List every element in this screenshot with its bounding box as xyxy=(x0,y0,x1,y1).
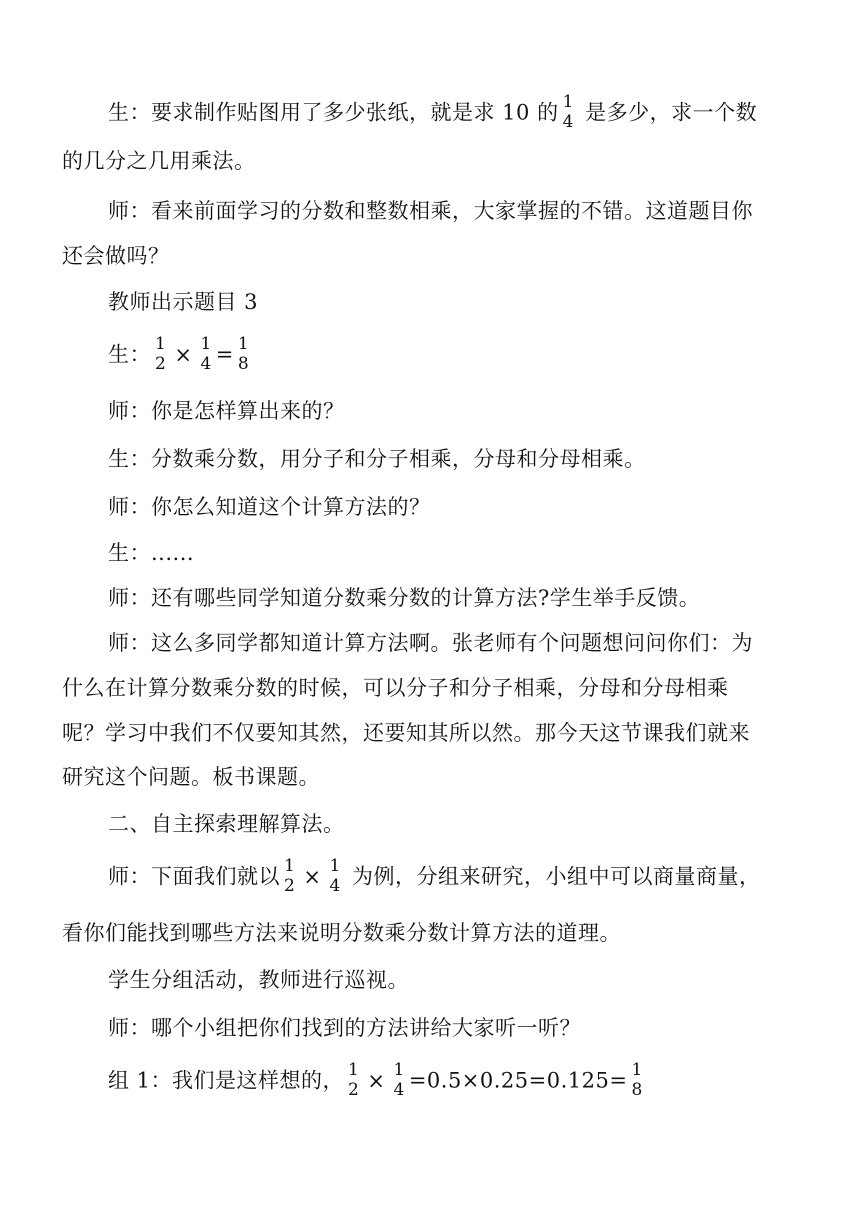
text: 组 1：我们是这样想的， xyxy=(108,1068,345,1093)
denominator: 4 xyxy=(329,876,341,896)
paragraph-13: 学生分组活动，教师进行巡视。 xyxy=(108,968,409,992)
fraction-1-4 xyxy=(198,334,213,374)
numerator: 1 xyxy=(329,856,341,876)
text: 为例，分组来研究，小组中可以商量商量， xyxy=(344,864,761,889)
denominator: 4 xyxy=(200,354,212,374)
speaker-label: 生： xyxy=(108,342,151,367)
denominator: 2 xyxy=(348,1080,360,1100)
fraction-1-8 xyxy=(236,334,251,374)
paragraph-4-equation xyxy=(108,336,848,376)
fraction-1-2 xyxy=(153,334,168,374)
denominator: 2 xyxy=(284,876,296,896)
equals-sign: = xyxy=(215,342,234,367)
fraction-1-8 xyxy=(629,1060,644,1100)
paragraph-7: 师：你怎么知道这个计算方法的？ xyxy=(108,495,431,519)
fraction xyxy=(561,92,576,132)
paragraph-9: 师：还有哪些同学知道分数乘分数的计算方法?学生举手反馈。 xyxy=(108,586,701,610)
numerator: 1 xyxy=(237,334,250,354)
text: 是多少，求一个数 xyxy=(577,100,758,125)
numerator: 1 xyxy=(348,1060,360,1080)
numerator: 1 xyxy=(200,334,212,354)
paragraph-2-line-1: 师：看来前面学习的分数和整数相乘，大家掌握的不错。这道题目你 xyxy=(108,199,753,223)
numerator: 1 xyxy=(393,1060,405,1080)
paragraph-15 xyxy=(108,1062,848,1102)
numerator: 1 xyxy=(631,1060,643,1080)
text: 生：要求制作贴图用了多少张纸，就是求 10 的 xyxy=(108,100,559,125)
paragraph-6: 生：分数乘分数，用分子和分子相乘，分母和分母相乘。 xyxy=(108,447,646,471)
section-heading: 二、自主探索理解算法。 xyxy=(108,812,345,836)
numerator: 1 xyxy=(155,334,167,354)
fraction-1-2 xyxy=(282,856,297,896)
fraction-1-4 xyxy=(327,856,342,896)
paragraph-12-line-2: 看你们能找到哪些方法来说明分数乘分数计算方法的道理。 xyxy=(62,921,621,945)
paragraph-8: 生：...... xyxy=(108,541,195,565)
denominator: 4 xyxy=(393,1080,405,1100)
paragraph-12-line-1 xyxy=(108,858,848,898)
denominator: 2 xyxy=(155,354,167,374)
paragraph-14: 师：哪个小组把你们找到的方法讲给大家听一听？ xyxy=(108,1016,581,1040)
fraction-1-4 xyxy=(391,1060,406,1100)
paragraph-10-line-2: 什么在计算分数乘分数的时候，可以分子和分子相乘，分母和分母相乘 xyxy=(62,676,729,700)
denominator: 8 xyxy=(237,354,250,374)
fraction-1-2 xyxy=(346,1060,361,1100)
text: =0.5×0.25=0.125= xyxy=(408,1068,628,1093)
paragraph-1-line-2: 的几分之几用乘法。 xyxy=(62,149,256,173)
paragraph-10-line-3: 呢？学习中我们不仅要知其然，还要知其所以然。那今天这节课我们就来 xyxy=(62,721,750,745)
paragraph-10-line-4: 研究这个问题。板书课题。 xyxy=(62,765,320,789)
denominator: 8 xyxy=(631,1080,643,1100)
text: 师：下面我们就以 xyxy=(108,864,280,889)
paragraph-10-line-1: 师：这么多同学都知道计算方法啊。张老师有个问题想问问你们：为 xyxy=(108,631,753,655)
numerator: 1 xyxy=(562,92,574,112)
times-sign: × xyxy=(367,1068,386,1093)
denominator: 4 xyxy=(562,112,574,132)
times-sign: × xyxy=(303,864,322,889)
paragraph-1-line-1 xyxy=(108,94,848,134)
numerator: 1 xyxy=(284,856,296,876)
paragraph-3: 教师出示题目 3 xyxy=(108,290,259,314)
paragraph-2-line-2: 还会做吗？ xyxy=(62,244,170,268)
paragraph-5: 师：你是怎样算出来的？ xyxy=(108,399,345,423)
times-sign: × xyxy=(174,342,193,367)
